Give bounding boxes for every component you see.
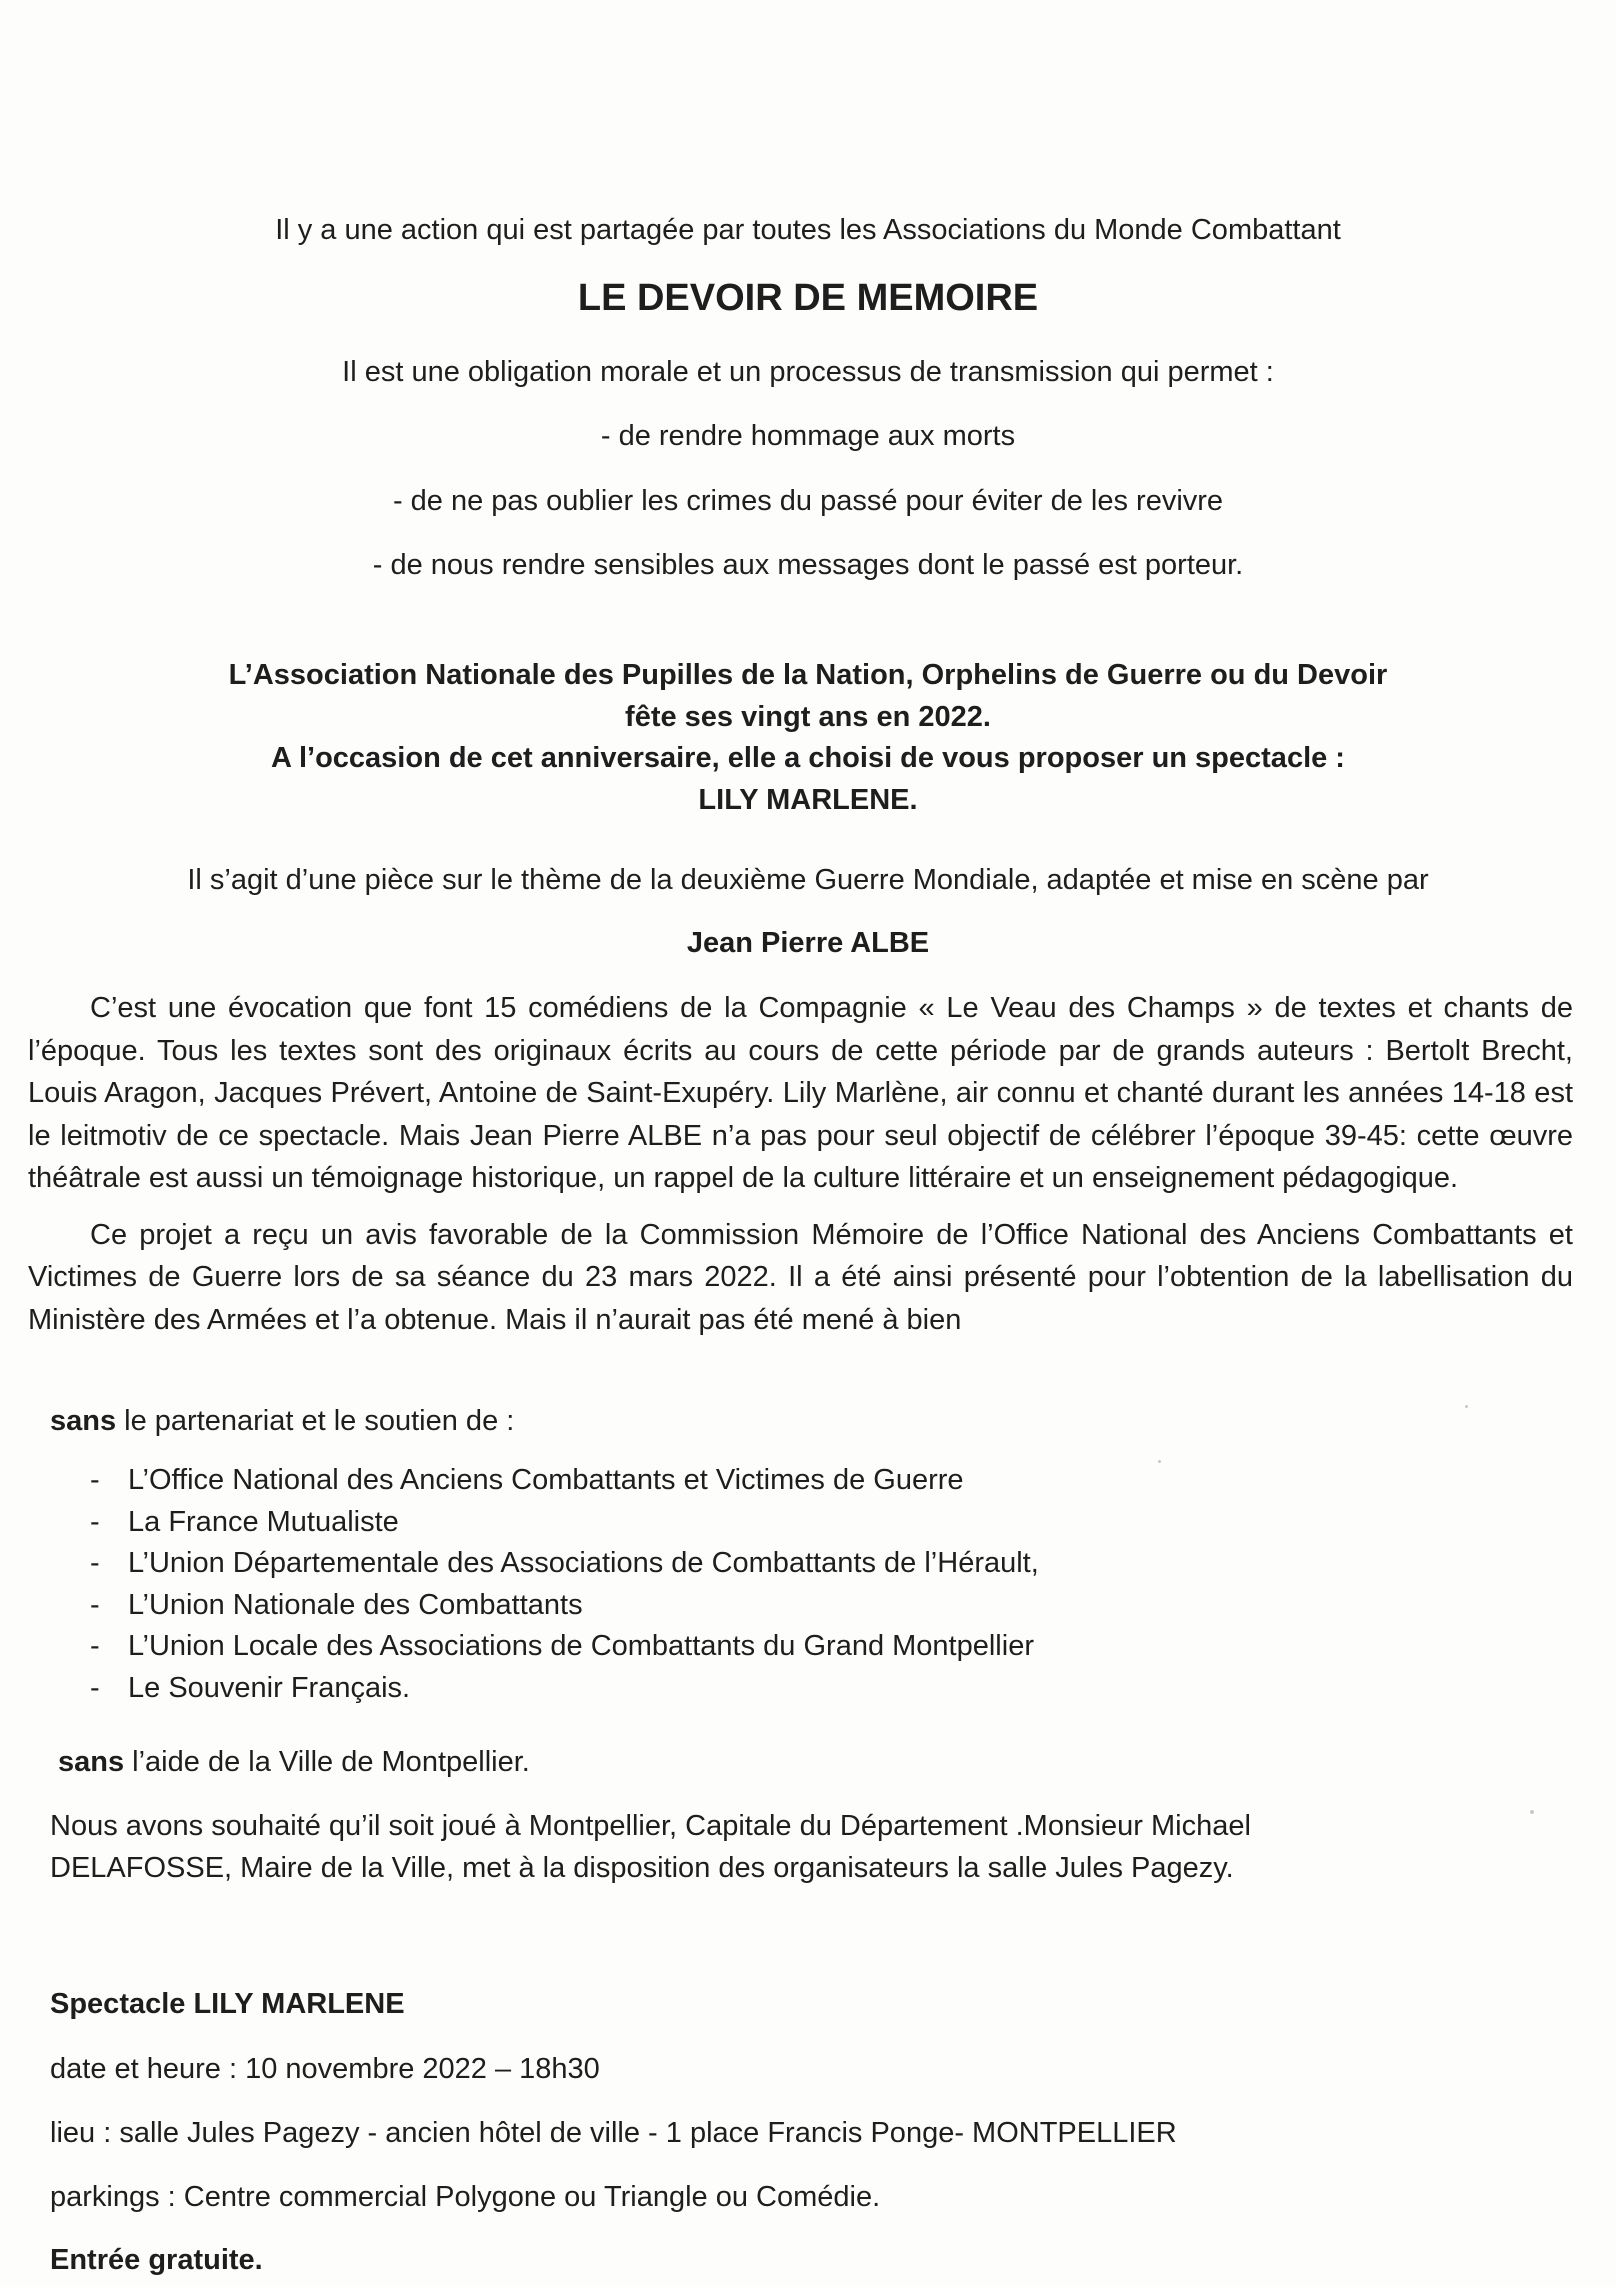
event-place: lieu : salle Jules Pagezy - ancien hôtel de ville - 1 place Francis Ponge- MONTPELLIER (50, 2117, 1177, 2149)
list-item: - L’Union Départementale des Associations de Combattants de l’Hérault, (90, 1543, 1039, 1585)
announcement-line-4: LILY MARLENE. (698, 784, 918, 816)
event-title: Spectacle LILY MARLENE (50, 1988, 405, 2020)
support-text: le partenariat et le soutien de : (116, 1405, 515, 1437)
city-help-line (58, 1742, 530, 1782)
scan-speck (1158, 1460, 1161, 1463)
project-paragraph: Ce projet a reçu un avis favorable de la Commission Mémoire de l’Office National des Anciens Combattants et Victimes de Guerre lors de sa séance du 23 mars 2022. Il a été ainsi présenté pour l’obtention de la labellisation du Ministère des Armées et l’a obtenue. Mais il n’aurait pas été mené à bien (28, 1218, 1573, 1336)
list-item: - La France Mutualiste (90, 1502, 1039, 1544)
support-keyword: sans (50, 1405, 117, 1437)
city-help-keyword: sans (58, 1746, 125, 1778)
venue-line-1: Nous avons souhaité qu’il soit joué à Montpellier, Capitale du Département .Monsieur Michael (50, 1810, 1251, 1842)
director-name: Jean Pierre ALBE (686, 927, 930, 959)
list-item: - L’Union Locale des Associations de Combattants du Grand Montpellier (90, 1626, 1039, 1668)
play-intro: Il s’agit d’une pièce sur le thème de la deuxième Guerre Mondiale, adaptée et mise en scène par (187, 864, 1429, 896)
city-help-text: l’aide de la Ville de Montpellier. (124, 1746, 530, 1778)
intro-line: Il y a une action qui est partagée par toutes les Associations du Monde Combattant (275, 214, 1341, 246)
list-item: - Le Souvenir Français. (90, 1668, 1039, 1710)
scan-speck (1465, 1405, 1468, 1408)
purpose-2: - de ne pas oublier les crimes du passé pour éviter de les revivre (392, 485, 1224, 517)
purpose-3: - de nous rendre sensibles aux messages dont le passé est porteur. (372, 549, 1244, 581)
purpose-1: - de rendre hommage aux morts (600, 420, 1016, 452)
description-paragraph: C’est une évocation que font 15 comédiens de la Compagnie « Le Veau des Champs » de textes et chants de l’époque. Tous les textes sont des originaux écrits au cours de cette période par de grands auteurs : Bertolt Brecht, Louis Aragon, Jacques Prévert, Antoine de Saint-Exupéry. Lily Marlène, air connu et chanté durant les années 14-18 est le leitmotiv de ce spectacle. Mais Jean Pierre ALBE n’a pas pour seul objectif de célébrer l’époque 39-45: cette œuvre théâtrale est aussi un témoignage historique, un rappel de la culture littéraire et un enseignement pédagogique. (28, 992, 1573, 1194)
list-item: - L’Union Nationale des Combattants (90, 1585, 1039, 1627)
scan-speck (1530, 1810, 1534, 1814)
event-entry: Entrée gratuite. (50, 2244, 263, 2276)
event-date: date et heure : 10 novembre 2022 – 18h30 (50, 2053, 600, 2085)
obligation-line: Il est une obligation morale et un processus de transmission qui permet : (342, 356, 1274, 388)
announcement-line-1: L’Association Nationale des Pupilles de la Nation, Orphelins de Guerre ou du Devoir (228, 659, 1388, 691)
supporters-list (90, 1460, 1039, 1709)
support-line (50, 1401, 514, 1441)
venue-line-2: DELAFOSSE, Maire de la Ville, met à la disposition des organisateurs la salle Jules Pagezy. (50, 1852, 1234, 1884)
announcement-line-2: fête ses vingt ans en 2022. (625, 701, 991, 733)
main-title: LE DEVOIR DE MEMOIRE (577, 277, 1039, 319)
event-parking: parkings : Centre commercial Polygone ou Triangle ou Comédie. (50, 2181, 881, 2213)
list-item: - L’Office National des Anciens Combattants et Victimes de Guerre (90, 1460, 1039, 1502)
body-paragraphs (28, 987, 1573, 1341)
announcement-line-3: A l’occasion de cet anniversaire, elle a choisi de vous proposer un spectacle : (271, 742, 1345, 774)
